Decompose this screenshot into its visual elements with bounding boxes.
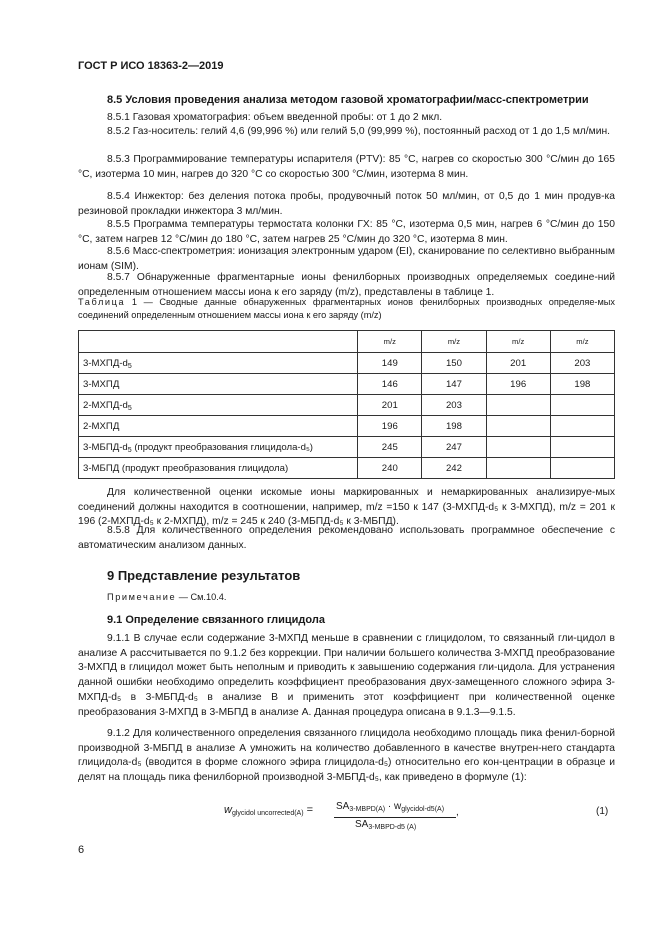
table-caption: [78, 296, 615, 322]
table-cell: 147: [422, 374, 486, 395]
section-9-title: 9 Представление результатов: [107, 568, 301, 583]
note: [107, 591, 607, 604]
table-cell: 201: [358, 395, 422, 416]
table-cell: [486, 437, 550, 458]
paragraph-9-1-1: 9.1.1 В случае если содержание 3-МХПД меньше в сравнении с глицидолом, то связанный гли-цидол в анализе А рассчитывается по 9.1.2 без коррекции. При наличии большего количества 3-МХПД преобразование 3-МХПД в глицидол может быть неполным и приводить к завышению содержания гли-цидола. Для устранения данной ошибки необходимо определить коэффициент преобразования двух-замещенного сложного эфира 3-МХПД-d₅ в 3-МБПД-d₅ в анализе В и применить этот коэффициент при количественной оценке преобразования 3-МХПД в 3-МБПД в анализе А. Данная процедура описана в 9.1.3—9.1.5.: [78, 633, 615, 718]
table-caption-text: 1 — Сводные данные обнаруженных фрагментарных ионов фенилборных производных определяе-мых соединений определенным отношением массы иона к его заряду (m/z): [78, 297, 615, 320]
table-row: [79, 374, 615, 395]
table-header-cell: m/z: [358, 331, 422, 353]
note-text: — См.10.4.: [176, 592, 227, 602]
table-cell: [550, 458, 614, 479]
table-cell: 203: [422, 395, 486, 416]
note-label: Примечание: [107, 592, 177, 602]
table-cell: 201: [486, 353, 550, 374]
table-cell: 198: [550, 374, 614, 395]
table-cell: 196: [486, 374, 550, 395]
paragraph-8-5-2: 8.5.2 Газ-носитель: гелий 4,6 (99,996 %) или гелий 5,0 (99,999 %), постоянный расход от 1 до 1,5 мл/мин.: [107, 126, 611, 137]
table-cell: 242: [422, 458, 486, 479]
document-header: ГОСТ Р ИСО 18363-2—2019: [78, 60, 224, 72]
fragment-ions-table: [78, 330, 615, 479]
table-cell: [486, 458, 550, 479]
formula-number: (1): [596, 806, 609, 817]
table-caption-label: Таблица: [78, 297, 126, 307]
table-row: [79, 437, 615, 458]
table-row: [79, 458, 615, 479]
paragraph-8-5-5: 8.5.5 Программа температуры термостата колонки ГХ: 85 °C, изотерма 0,5 мин, нагрев 6 °C/мин до 150 °C, затем нагрев 12 °C/мин до 180 °C, затем нагрев 25 °C/мин до 320 °C, изотерма 8 мин.: [78, 219, 615, 245]
table-row: [79, 395, 615, 416]
row-label: $3-МБПД-d_5$ (продукт преобразования глицидола-d₅): [79, 437, 358, 458]
table-header-cell: m/z: [422, 331, 486, 353]
table-cell: 245: [358, 437, 422, 458]
table-row: [79, 353, 615, 374]
table-header-row: [79, 331, 615, 353]
paragraph-8-5-7: 8.5.7 Обнаруженные фрагментарные ионы фенилборных производных определяемых соедине-ний определенным отношением массы иона к его заряду (m/z), представлены в таблице 1.: [78, 272, 615, 298]
paragraph-8-5-3: 8.5.3 Программирование температуры испарителя (PTV): 85 °C, нагрев со скоростью 300 °C/мин до 165 °C, изотерма 10 мин, нагрев до 320 °C со скоростью 300 °C/мин, изотерма 8 мин.: [78, 154, 615, 180]
row-label: 2-МХПД: [79, 416, 358, 437]
section-9-1-title: 9.1 Определение связанного глицидола: [107, 614, 325, 626]
table-cell: 149: [358, 353, 422, 374]
paragraph-8-5-4: 8.5.4 Инжектор: без деления потока пробы, продувочный поток 50 мл/мин, от 0,5 до 1 мин продув-ка резиновой прокладки инжектора 3 мл/мин.: [78, 191, 615, 217]
table-header-cell: m/z: [486, 331, 550, 353]
table-row: [79, 416, 615, 437]
row-label: 3-МБПД (продукт преобразования глицидола): [79, 458, 358, 479]
table-cell: 247: [422, 437, 486, 458]
table-cell: [486, 395, 550, 416]
paragraph-9-1-2: 9.1.2 Для количественного определения связанного глицидола необходимо площадь пика фенил-борной производной 3-МБПД в анализе А умножить на количество добавленного в качестве внутрен-него стандарта глицидола-d₅ (вводится в форме сложного эфира глицидола-d₅) относительно его кон-центрации в образце и делят на площадь пика фенилборной производной 3-МБПД-d₅, как приведено в формуле (1):: [78, 728, 615, 784]
table-header-empty: [79, 331, 358, 353]
paragraph-8-5-1: 8.5.1 Газовая хроматография: объем введенной пробы: от 1 до 2 мкл.: [107, 112, 443, 123]
table-cell: 150: [422, 353, 486, 374]
table-cell: [550, 416, 614, 437]
formula-numerator: $SA_{3-MBPD(A)} \cdot w_{glycidol-d5(A)}$: [336, 801, 445, 813]
row-label: $3-МХПД-d_5$: [79, 353, 358, 374]
formula-tail: ,: [456, 807, 459, 818]
paragraph-8-5-6: 8.5.6 Масс-спектрометрия: ионизация электронным ударом (EI), сканирование по селективно выбранным ионам (SIM).: [78, 246, 616, 272]
row-label: $2-МХПД-d_5$: [79, 395, 358, 416]
formula-fraction-line: [334, 817, 456, 818]
formula-lhs: $w_{glycidol uncorrected(A)}$ =: [224, 804, 314, 817]
table-cell: 240: [358, 458, 422, 479]
section-8-5-title: 8.5 Условия проведения анализа методом газовой хроматографии/масс-спектрометрии: [107, 94, 589, 106]
row-label: 3-МХПД: [79, 374, 358, 395]
table-cell: 198: [422, 416, 486, 437]
table-cell: 196: [358, 416, 422, 437]
table-cell: 146: [358, 374, 422, 395]
table-header-cell: m/z: [550, 331, 614, 353]
page-number: 6: [78, 844, 85, 856]
formula-denominator: $SA_{3-MBPD-d5 (A)}$: [355, 819, 417, 831]
paragraph-quant-ratio: Для количественной оценки искомые ионы маркированных и немаркированных анализируе-мых соединений должны находится в соотношении, например, m/z =150 к 147 (3-МХПД-d₅ к 3-МХПД), m/z = 201 к 196 (2-МХПД-d₅ к 2-МХПД), m/z = 245 к 240 (3-МБПД-d₅ к 3-МБПД).: [78, 487, 615, 528]
table-cell: [486, 416, 550, 437]
table-cell: [550, 395, 614, 416]
table-cell: [550, 437, 614, 458]
paragraph-8-5-8: 8.5.8 Для количественного определения рекомендовано использовать программное обеспечение с автоматическим анализом данных.: [78, 525, 615, 551]
table-cell: 203: [550, 353, 614, 374]
